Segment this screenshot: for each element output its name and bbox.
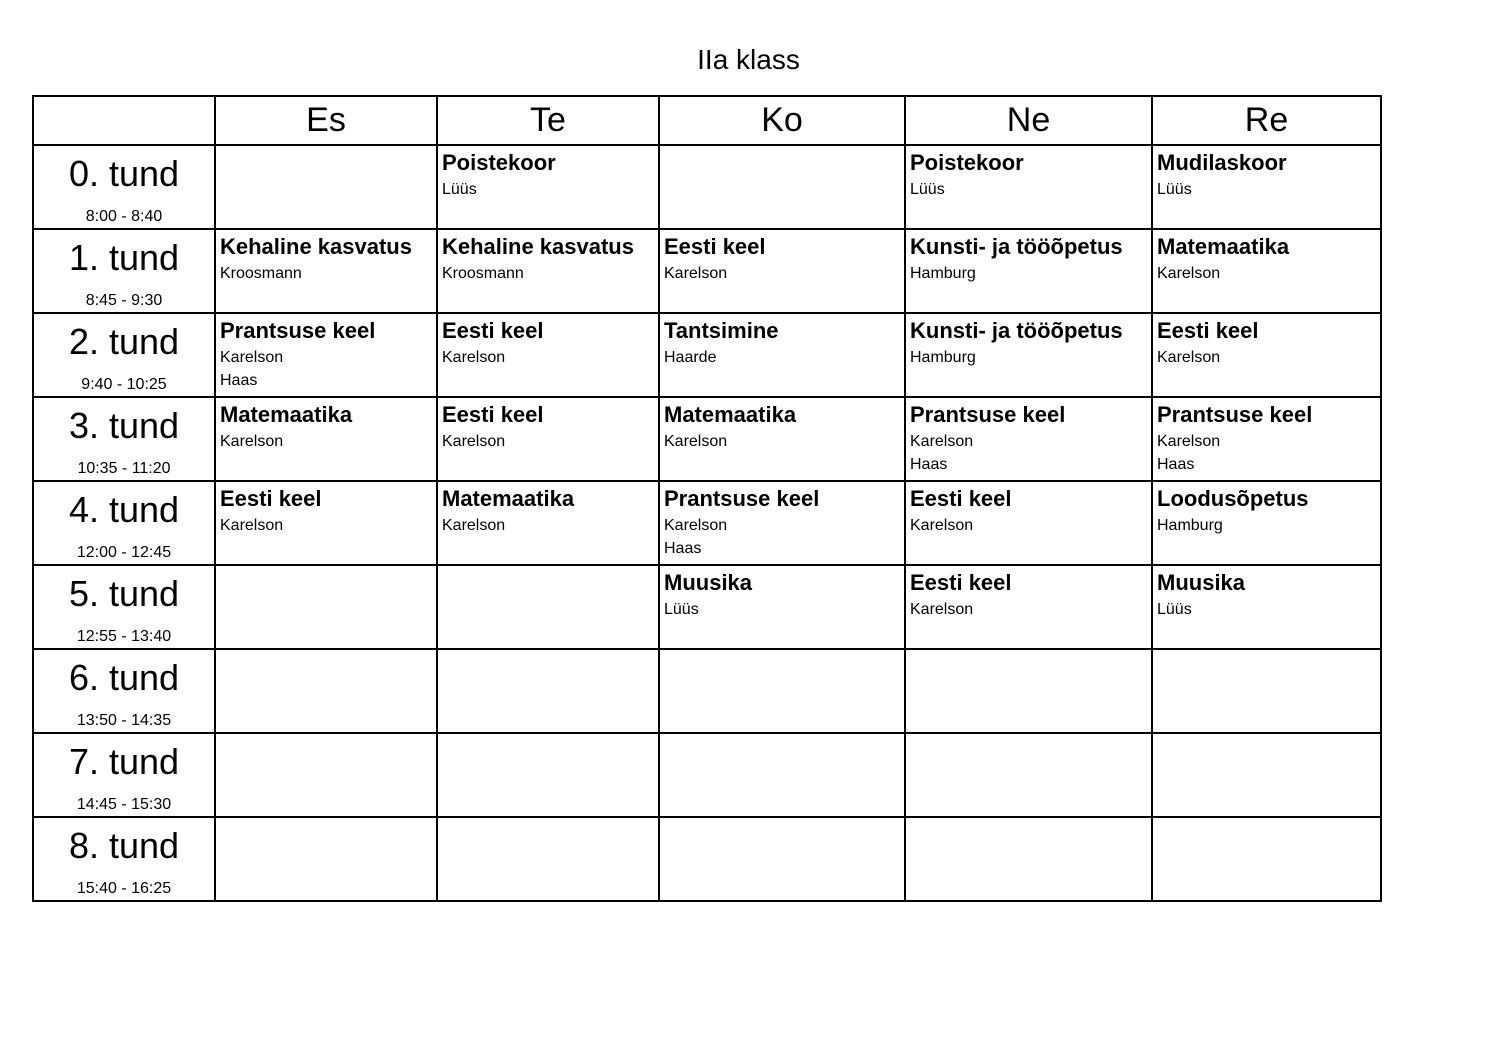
lesson-cell [1152,313,1381,397]
lesson-teacher: Karelson [910,433,974,450]
lesson-subject: Eesti keel [1157,318,1259,343]
period-cell [33,565,215,649]
lesson-subject: Eesti keel [664,234,766,259]
page-title: IIa klass [697,44,800,75]
empty-lesson-cell [437,649,659,733]
lesson-cell [437,229,659,313]
lesson-subject: Kunsti- ja tööõpetus [910,234,1123,259]
lesson-subject: Kehaline kasvatus [220,234,412,259]
period-time: 8:00 - 8:40 [85,208,163,225]
empty-lesson-cell [659,817,905,901]
lesson-subject: Poistekoor [910,150,1024,175]
empty-lesson-cell [437,565,659,649]
lesson-subject: Prantsuse keel [664,486,820,511]
lesson-teacher: Haas [664,540,702,557]
day-header: Re [1152,96,1381,145]
lesson-teacher: Karelson [910,517,974,534]
period-cell [33,145,215,229]
day-header: Ne [905,96,1152,145]
lesson-teacher: Karelson [442,433,506,450]
period-row [33,565,1381,649]
period-cell [33,229,215,313]
lesson-subject: Prantsuse keel [910,402,1066,427]
lesson-subject: Matemaatika [442,486,575,511]
lesson-cell [215,397,437,481]
empty-lesson-cell [215,145,437,229]
lesson-cell [215,481,437,565]
lesson-subject: Muusika [1157,570,1246,595]
lesson-teacher: Karelson [1157,349,1221,366]
lesson-teacher: Karelson [664,265,728,282]
lesson-cell [659,313,905,397]
lesson-teacher: Karelson [220,349,284,366]
empty-lesson-cell [659,145,905,229]
empty-lesson-cell [905,649,1152,733]
header-row [33,96,1381,145]
period-name: 8. tund [68,825,180,866]
lesson-cell [659,397,905,481]
period-time: 13:50 - 14:35 [76,712,172,729]
lesson-teacher: Haas [220,372,258,389]
period-row [33,145,1381,229]
lesson-subject: Prantsuse keel [220,318,376,343]
lesson-teacher: Hamburg [910,349,976,366]
lesson-teacher: Karelson [664,433,728,450]
lesson-cell [905,397,1152,481]
period-cell [33,817,215,901]
period-time: 12:55 - 13:40 [76,628,172,645]
period-name: 0. tund [68,153,180,194]
lesson-subject: Kehaline kasvatus [442,234,634,259]
period-time: 12:00 - 12:45 [76,544,172,561]
empty-lesson-cell [437,733,659,817]
empty-lesson-cell [659,733,905,817]
lesson-teacher: Lüüs [1157,601,1192,618]
lesson-teacher: Karelson [1157,265,1221,282]
period-row [33,649,1381,733]
period-time: 15:40 - 16:25 [76,880,172,897]
lesson-teacher: Kroosmann [220,265,302,282]
lesson-subject: Loodusõpetus [1157,486,1309,511]
lesson-teacher: Lüüs [442,181,477,198]
lesson-cell [437,145,659,229]
period-time: 14:45 - 15:30 [76,796,172,813]
empty-lesson-cell [905,733,1152,817]
period-cell [33,733,215,817]
lesson-teacher: Haas [1157,456,1195,473]
day-header: Ko [659,96,905,145]
empty-lesson-cell [215,649,437,733]
lesson-subject: Eesti keel [220,486,322,511]
empty-lesson-cell [1152,733,1381,817]
lesson-subject: Mudilaskoor [1157,150,1287,175]
period-row [33,313,1381,397]
period-cell [33,649,215,733]
empty-lesson-cell [659,649,905,733]
period-row [33,733,1381,817]
period-time: 9:40 - 10:25 [81,376,167,393]
empty-lesson-cell [215,565,437,649]
lesson-teacher: Karelson [220,517,284,534]
lesson-subject: Muusika [664,570,753,595]
lesson-cell [659,481,905,565]
period-name: 2. tund [68,321,180,362]
period-cell [33,313,215,397]
lesson-teacher: Hamburg [1157,517,1223,534]
lesson-cell [215,229,437,313]
timetable-body [33,145,1381,901]
lesson-teacher: Haas [910,456,948,473]
day-header: Te [437,96,659,145]
lesson-teacher: Lüüs [664,601,699,618]
lesson-teacher: Karelson [442,517,506,534]
lesson-subject: Tantsimine [664,318,779,343]
period-row [33,817,1381,901]
empty-lesson-cell [215,733,437,817]
period-row [33,481,1381,565]
period-cell [33,481,215,565]
lesson-cell [659,565,905,649]
period-time: 10:35 - 11:20 [77,460,171,477]
lesson-teacher: Lüüs [1157,181,1192,198]
period-name: 5. tund [68,573,180,614]
lesson-cell [905,481,1152,565]
lesson-subject: Eesti keel [442,318,544,343]
lesson-teacher: Karelson [910,601,974,618]
lesson-teacher: Hamburg [910,265,976,282]
period-name: 1. tund [68,237,180,278]
lesson-cell [1152,229,1381,313]
lesson-subject: Matemaatika [220,402,353,427]
lesson-cell [215,313,437,397]
lesson-cell [1152,481,1381,565]
lesson-teacher: Kroosmann [442,265,524,282]
lesson-cell [1152,397,1381,481]
period-row [33,229,1381,313]
lesson-subject: Kunsti- ja tööõpetus [910,318,1123,343]
lesson-cell [905,565,1152,649]
empty-lesson-cell [215,817,437,901]
empty-lesson-cell [1152,649,1381,733]
lesson-subject: Eesti keel [910,570,1012,595]
lesson-teacher: Karelson [220,433,284,450]
lesson-teacher: Lüüs [910,181,945,198]
lesson-cell [437,397,659,481]
period-name: 6. tund [68,657,180,698]
lesson-subject: Prantsuse keel [1157,402,1313,427]
day-header: Es [215,96,437,145]
period-name: 7. tund [68,741,180,782]
lesson-subject: Poistekoor [442,150,556,175]
lesson-subject: Eesti keel [442,402,544,427]
lesson-cell [1152,145,1381,229]
lesson-teacher: Karelson [1157,433,1221,450]
lesson-subject: Eesti keel [910,486,1012,511]
lesson-cell [437,313,659,397]
lesson-subject: Matemaatika [664,402,797,427]
lesson-cell [905,229,1152,313]
period-name: 3. tund [68,405,180,446]
lesson-cell [905,313,1152,397]
period-time: 8:45 - 9:30 [85,292,163,309]
lesson-cell [437,481,659,565]
lesson-cell [1152,565,1381,649]
empty-lesson-cell [1152,817,1381,901]
lesson-cell [659,229,905,313]
lesson-cell [905,145,1152,229]
empty-lesson-cell [437,817,659,901]
lesson-subject: Matemaatika [1157,234,1290,259]
empty-lesson-cell [905,817,1152,901]
lesson-teacher: Karelson [664,517,728,534]
period-cell [33,397,215,481]
timetable [32,95,1382,902]
period-name: 4. tund [68,489,180,530]
lesson-teacher: Karelson [442,349,506,366]
corner-cell [33,96,215,145]
lesson-teacher: Haarde [664,349,717,366]
period-row [33,397,1381,481]
